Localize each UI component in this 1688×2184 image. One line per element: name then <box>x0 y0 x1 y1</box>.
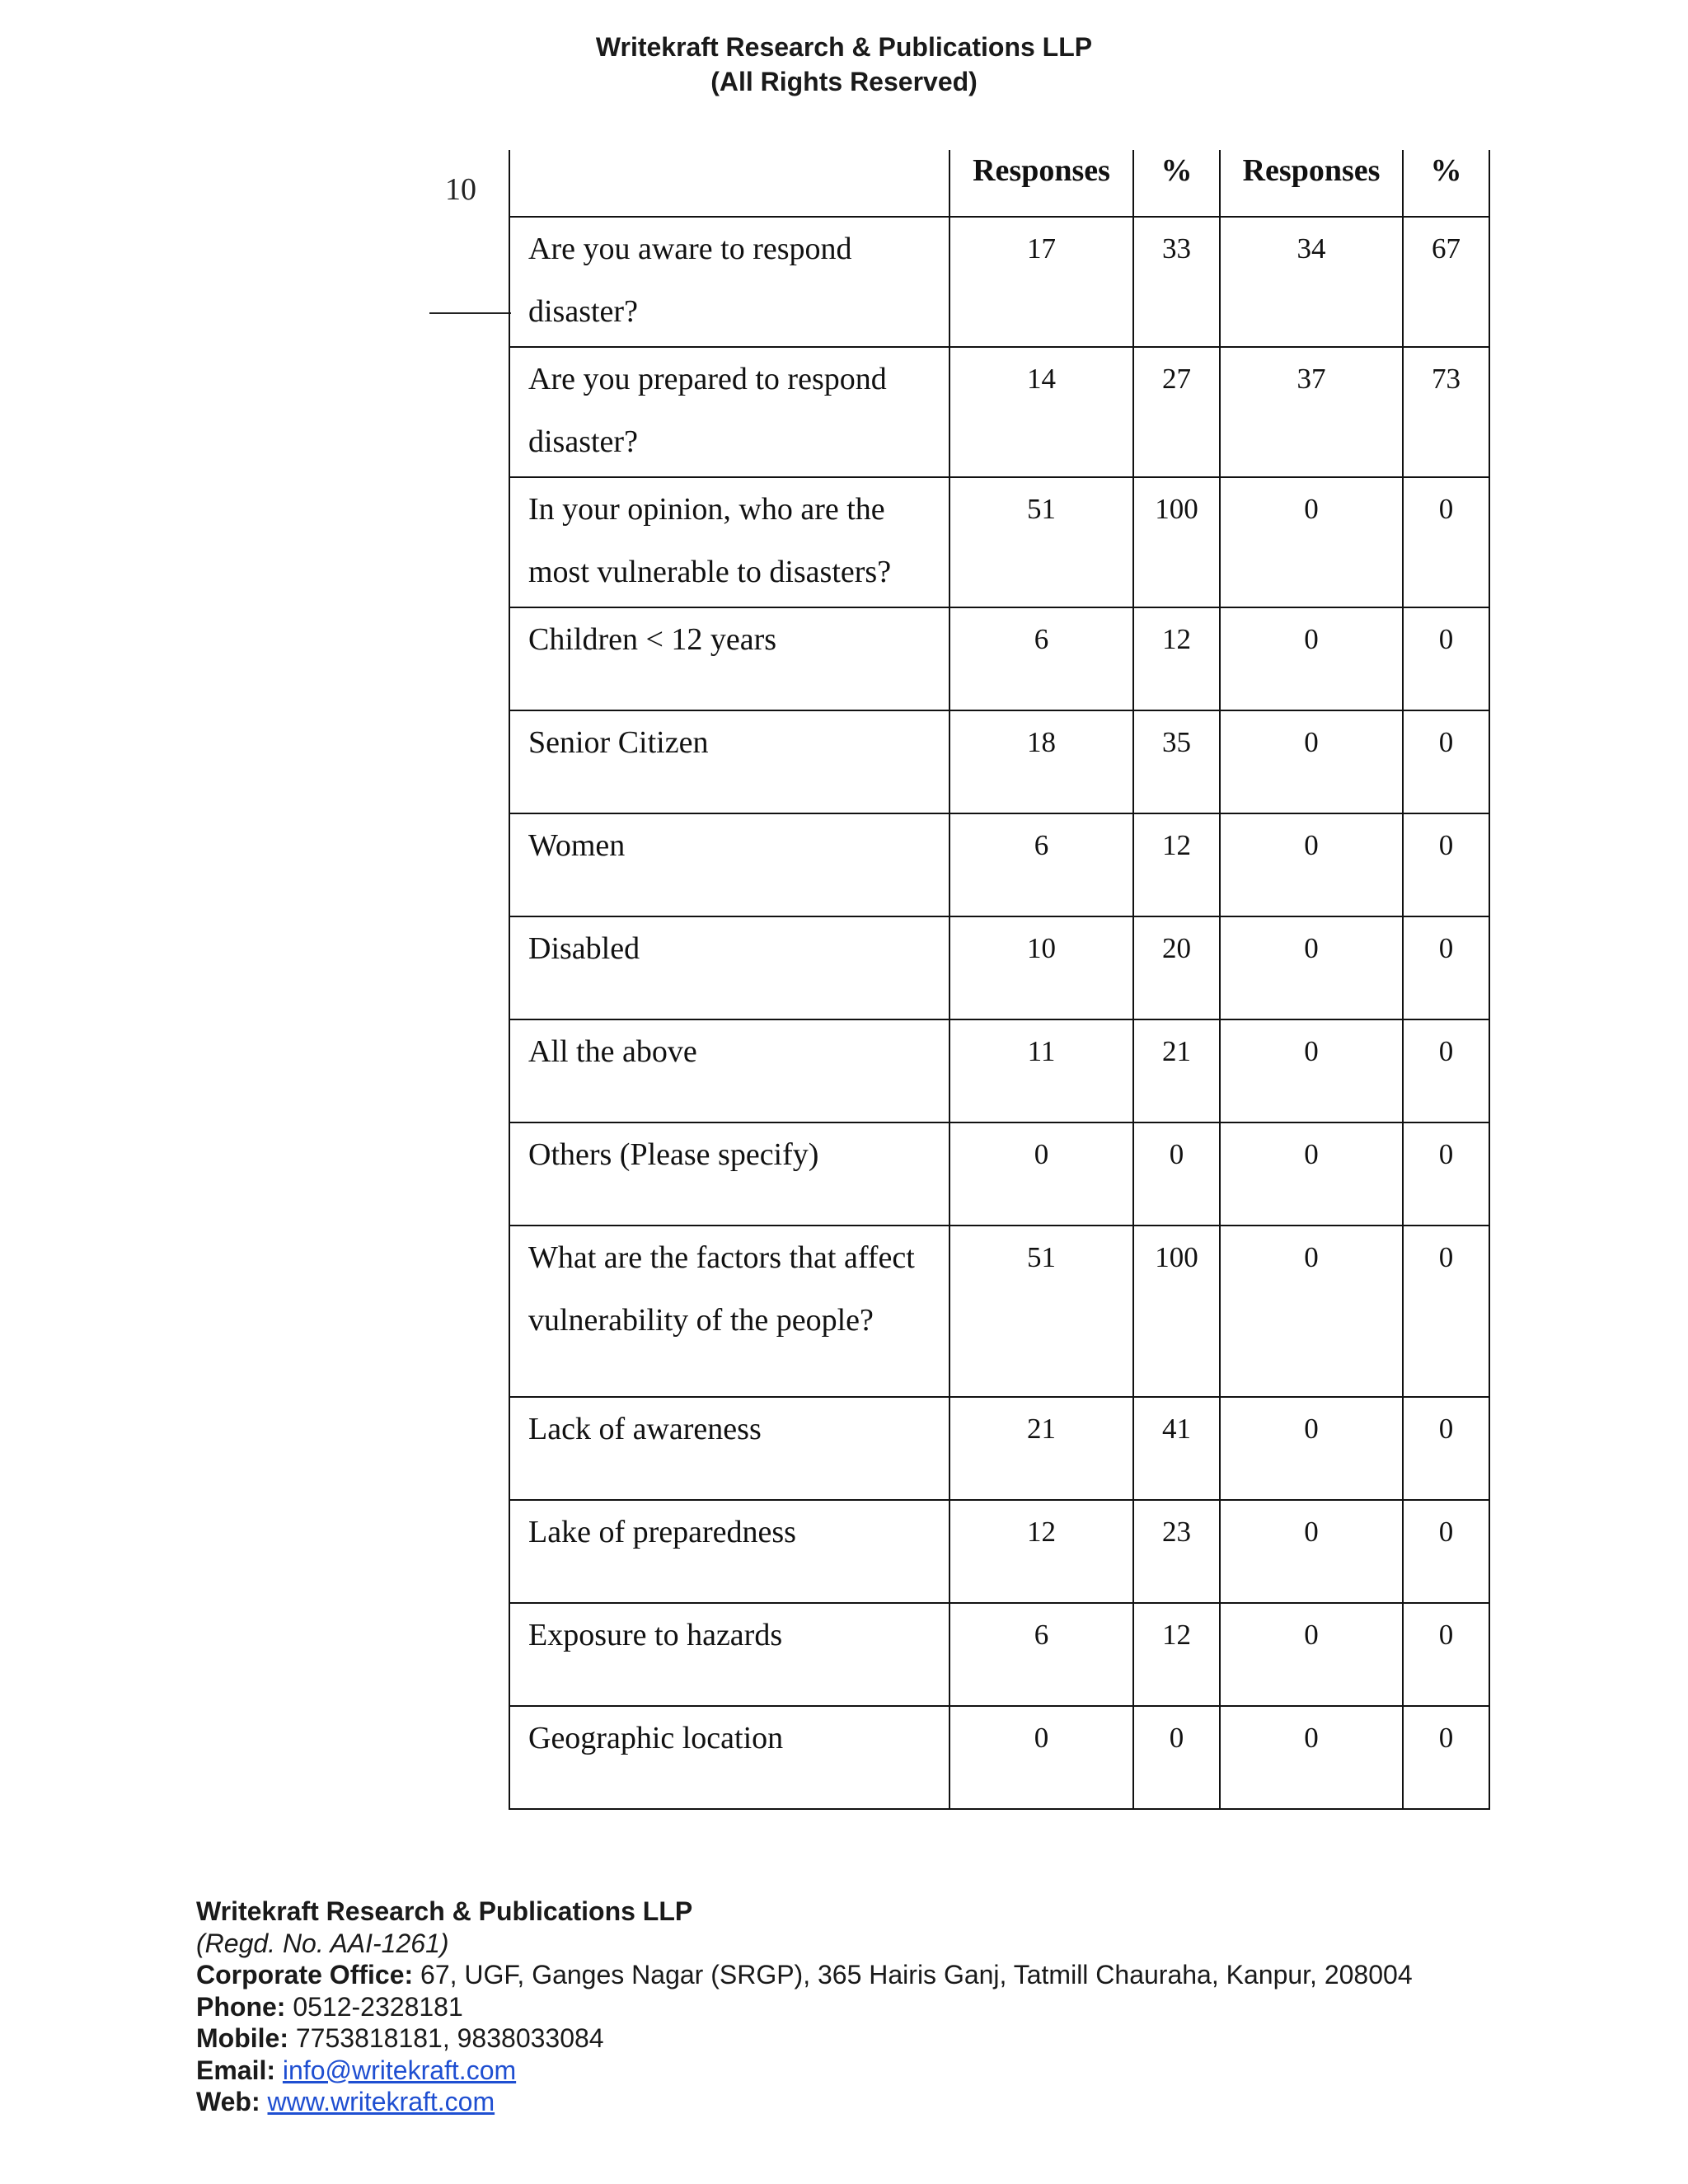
value-cell: 12 <box>950 1500 1133 1603</box>
web-link[interactable]: www.writekraft.com <box>267 2087 495 2116</box>
question-cell: Senior Citizen <box>509 710 950 813</box>
footer-regd: (Regd. No. AAI-1261) <box>196 1928 449 1958</box>
value-cell: 0 <box>1220 1706 1403 1809</box>
value-cell: 23 <box>1133 1500 1220 1603</box>
question-cell: What are the factors that affect vulnerability of the people? <box>509 1226 950 1397</box>
header-rights: (All Rights Reserved) <box>710 67 978 96</box>
question-cell: Lake of preparedness <box>509 1500 950 1603</box>
value-cell: 0 <box>950 1706 1133 1809</box>
value-cell: 27 <box>1133 347 1220 477</box>
value-cell: 0 <box>1220 1500 1403 1603</box>
value-cell: 0 <box>1403 1397 1489 1500</box>
table-row <box>509 217 1489 347</box>
page-header <box>0 30 1688 99</box>
value-cell: 41 <box>1133 1397 1220 1500</box>
table-row <box>509 1226 1489 1397</box>
question-cell: Geographic location <box>509 1706 950 1809</box>
mobile-numbers: 7753818181, 9838033084 <box>288 2023 604 2053</box>
table-row <box>509 1500 1489 1603</box>
value-cell: 0 <box>1220 813 1403 916</box>
value-cell: 6 <box>950 813 1133 916</box>
value-cell: 0 <box>1403 1706 1489 1809</box>
value-cell: 35 <box>1133 710 1220 813</box>
value-cell: 0 <box>1220 1226 1403 1397</box>
value-cell: 0 <box>1403 813 1489 916</box>
value-cell: 0 <box>1403 1226 1489 1397</box>
value-cell: 14 <box>950 347 1133 477</box>
question-cell: Exposure to hazards <box>509 1603 950 1706</box>
footer-phone <box>196 1991 1597 2023</box>
table-row <box>509 1706 1489 1809</box>
value-cell: 0 <box>1220 1019 1403 1122</box>
value-cell: 0 <box>1403 710 1489 813</box>
table-row <box>509 1019 1489 1122</box>
value-cell: 100 <box>1133 1226 1220 1397</box>
question-cell: All the above <box>509 1019 950 1122</box>
question-cell: Children < 12 years <box>509 607 950 710</box>
question-cell: Women <box>509 813 950 916</box>
value-cell: 0 <box>1220 477 1403 607</box>
value-cell: 34 <box>1220 217 1403 347</box>
value-cell: 6 <box>950 607 1133 710</box>
value-cell: 0 <box>1220 1603 1403 1706</box>
value-cell: 0 <box>1403 1122 1489 1226</box>
value-cell: 33 <box>1133 217 1220 347</box>
table-row <box>509 1603 1489 1706</box>
value-cell: 20 <box>1133 916 1220 1019</box>
column-header: Responses <box>1220 150 1403 217</box>
value-cell: 18 <box>950 710 1133 813</box>
office-label: Corporate Office: <box>196 1960 414 1990</box>
header-company: Writekraft Research & Publications LLP <box>595 32 1093 62</box>
table-row <box>509 607 1489 710</box>
value-cell: 100 <box>1133 477 1220 607</box>
value-cell: 12 <box>1133 1603 1220 1706</box>
table-row <box>509 477 1489 607</box>
question-cell: Disabled <box>509 916 950 1019</box>
value-cell: 11 <box>950 1019 1133 1122</box>
value-cell: 6 <box>950 1603 1133 1706</box>
value-cell: 10 <box>950 916 1133 1019</box>
office-address: 67, UGF, Ganges Nagar (SRGP), 365 Hairis Ganj, Tatmill Chauraha, Kanpur, 208004 <box>413 1960 1413 1990</box>
table-row <box>509 1122 1489 1226</box>
value-cell: 12 <box>1133 607 1220 710</box>
email-label: Email: <box>196 2055 276 2085</box>
table-row <box>509 347 1489 477</box>
column-header: % <box>1133 150 1220 217</box>
footer-web <box>196 2086 1597 2118</box>
question-cell: Others (Please specify) <box>509 1122 950 1226</box>
question-cell: Are you aware to respond disaster? <box>509 217 950 347</box>
value-cell: 0 <box>950 1122 1133 1226</box>
value-cell: 0 <box>1220 1397 1403 1500</box>
value-cell: 0 <box>1403 916 1489 1019</box>
value-cell: 21 <box>950 1397 1133 1500</box>
column-header: Responses <box>950 150 1133 217</box>
value-cell: 73 <box>1403 347 1489 477</box>
table-row <box>509 710 1489 813</box>
question-cell: In your opinion, who are the most vulnerable to disasters? <box>509 477 950 607</box>
value-cell: 0 <box>1403 477 1489 607</box>
footer-email <box>196 2055 1597 2087</box>
phone-label: Phone: <box>196 1991 286 2022</box>
mobile-label: Mobile: <box>196 2023 288 2053</box>
value-cell: 37 <box>1220 347 1403 477</box>
value-cell: 0 <box>1220 916 1403 1019</box>
column-header <box>509 150 950 217</box>
value-cell: 0 <box>1220 710 1403 813</box>
table-row <box>509 916 1489 1019</box>
table-row <box>509 1397 1489 1500</box>
table-row <box>509 813 1489 916</box>
value-cell: 0 <box>1220 607 1403 710</box>
value-cell: 51 <box>950 477 1133 607</box>
value-cell: 17 <box>950 217 1133 347</box>
value-cell: 0 <box>1403 1603 1489 1706</box>
value-cell: 0 <box>1220 1122 1403 1226</box>
page-footer <box>196 1896 1597 2118</box>
survey-table <box>509 150 1490 1810</box>
question-cell: Are you prepared to respond disaster? <box>509 347 950 477</box>
value-cell: 0 <box>1403 1019 1489 1122</box>
divider <box>429 312 511 314</box>
footer-office <box>196 1959 1597 1991</box>
value-cell: 0 <box>1403 607 1489 710</box>
value-cell: 0 <box>1133 1122 1220 1226</box>
footer-company: Writekraft Research & Publications LLP <box>196 1896 693 1926</box>
footer-mobile <box>196 2022 1597 2055</box>
value-cell: 21 <box>1133 1019 1220 1122</box>
value-cell: 0 <box>1403 1500 1489 1603</box>
value-cell: 51 <box>950 1226 1133 1397</box>
value-cell: 67 <box>1403 217 1489 347</box>
web-label: Web: <box>196 2087 260 2116</box>
email-link[interactable]: info@writekraft.com <box>282 2055 517 2085</box>
table-header-row <box>509 150 1489 217</box>
column-header: % <box>1403 150 1489 217</box>
question-cell: Lack of awareness <box>509 1397 950 1500</box>
row-number: 10 <box>445 172 476 207</box>
value-cell: 12 <box>1133 813 1220 916</box>
value-cell: 0 <box>1133 1706 1220 1809</box>
phone-number: 0512-2328181 <box>285 1991 463 2022</box>
